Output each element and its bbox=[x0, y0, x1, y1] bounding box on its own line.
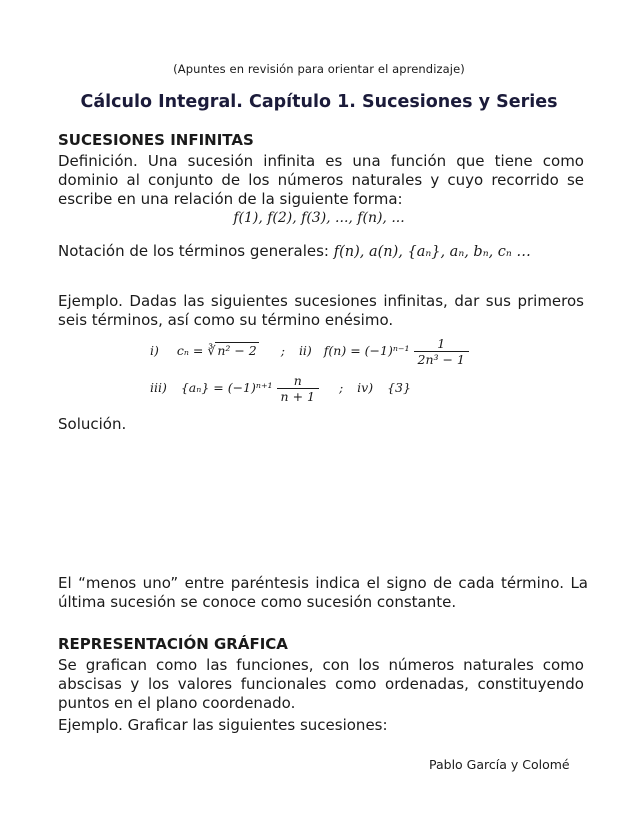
header-note: (Apuntes en revisión para orientar el aprendizaje) bbox=[173, 62, 465, 76]
graph-example-line: Ejemplo. Graficar las siguientes sucesiones: bbox=[58, 716, 388, 734]
section-heading-sucesiones: SUCESIONES INFINITAS bbox=[58, 131, 254, 149]
example-i-radicand: n² − 2 bbox=[217, 343, 257, 358]
representation-paragraph: Se grafican como las funciones, con los números naturales como abscisas y los valores funcionales como ordenadas, constituyendo puntos en el plano coordenado. bbox=[58, 656, 584, 712]
notation-label: Notación de los términos generales: bbox=[58, 242, 329, 260]
example-ii-lhs: f(n) = (−1)ⁿ⁻¹ bbox=[323, 343, 410, 358]
example-iv-rhs: {3} bbox=[387, 380, 411, 395]
example-row-1 bbox=[150, 336, 469, 367]
example-ii-fraction bbox=[414, 336, 469, 367]
separator-1: ; bbox=[280, 343, 285, 358]
definition-paragraph: Definición. Una sucesión infinita es una función que tiene como dominio al conjunto de los números naturales y cuyo recorrido se escribe en una relación de la siguiente forma: bbox=[58, 152, 584, 208]
notation-formula: f(n), a(n), {aₙ}, aₙ, bₙ, cₙ … bbox=[333, 244, 531, 260]
page-title: Cálculo Integral. Capítulo 1. Sucesiones y Series bbox=[80, 92, 558, 112]
section-heading-representacion: REPRESENTACIÓN GRÁFICA bbox=[58, 635, 288, 653]
example-iv-label: iv) bbox=[357, 380, 374, 395]
example-paragraph: Ejemplo. Dadas las siguientes sucesiones infinitas, dar sus primeros seis términos, así como su término enésimo. bbox=[58, 292, 584, 329]
separator-2: ; bbox=[338, 380, 344, 395]
example-iii-denominator: n + 1 bbox=[280, 389, 315, 404]
example-row-2 bbox=[150, 373, 411, 404]
example-iii-fraction bbox=[277, 373, 319, 404]
example-ii-label: ii) bbox=[298, 343, 312, 358]
example-iii-lhs: {aₙ} = (−1)ⁿ⁺¹ bbox=[180, 380, 273, 395]
solution-label: Solución. bbox=[58, 415, 127, 433]
notation-line bbox=[58, 242, 598, 260]
example-i-label: i) bbox=[150, 343, 159, 358]
example-ii-numerator: 1 bbox=[414, 336, 469, 352]
example-i-lhs: cₙ = ∛ bbox=[176, 343, 216, 358]
example-iii-numerator: n bbox=[277, 373, 319, 389]
sequence-form: f(1), f(2), f(3), ..., f(n), ... bbox=[233, 210, 405, 226]
example-ii-denominator: 2n³ − 1 bbox=[417, 352, 465, 367]
remarks-paragraph: El “menos uno” entre paréntesis indica el signo de cada término. La última sucesión se conoce como sucesión constante. bbox=[58, 574, 588, 611]
footer-author: Pablo García y Colomé bbox=[429, 757, 570, 772]
example-iii-label: iii) bbox=[150, 380, 167, 395]
